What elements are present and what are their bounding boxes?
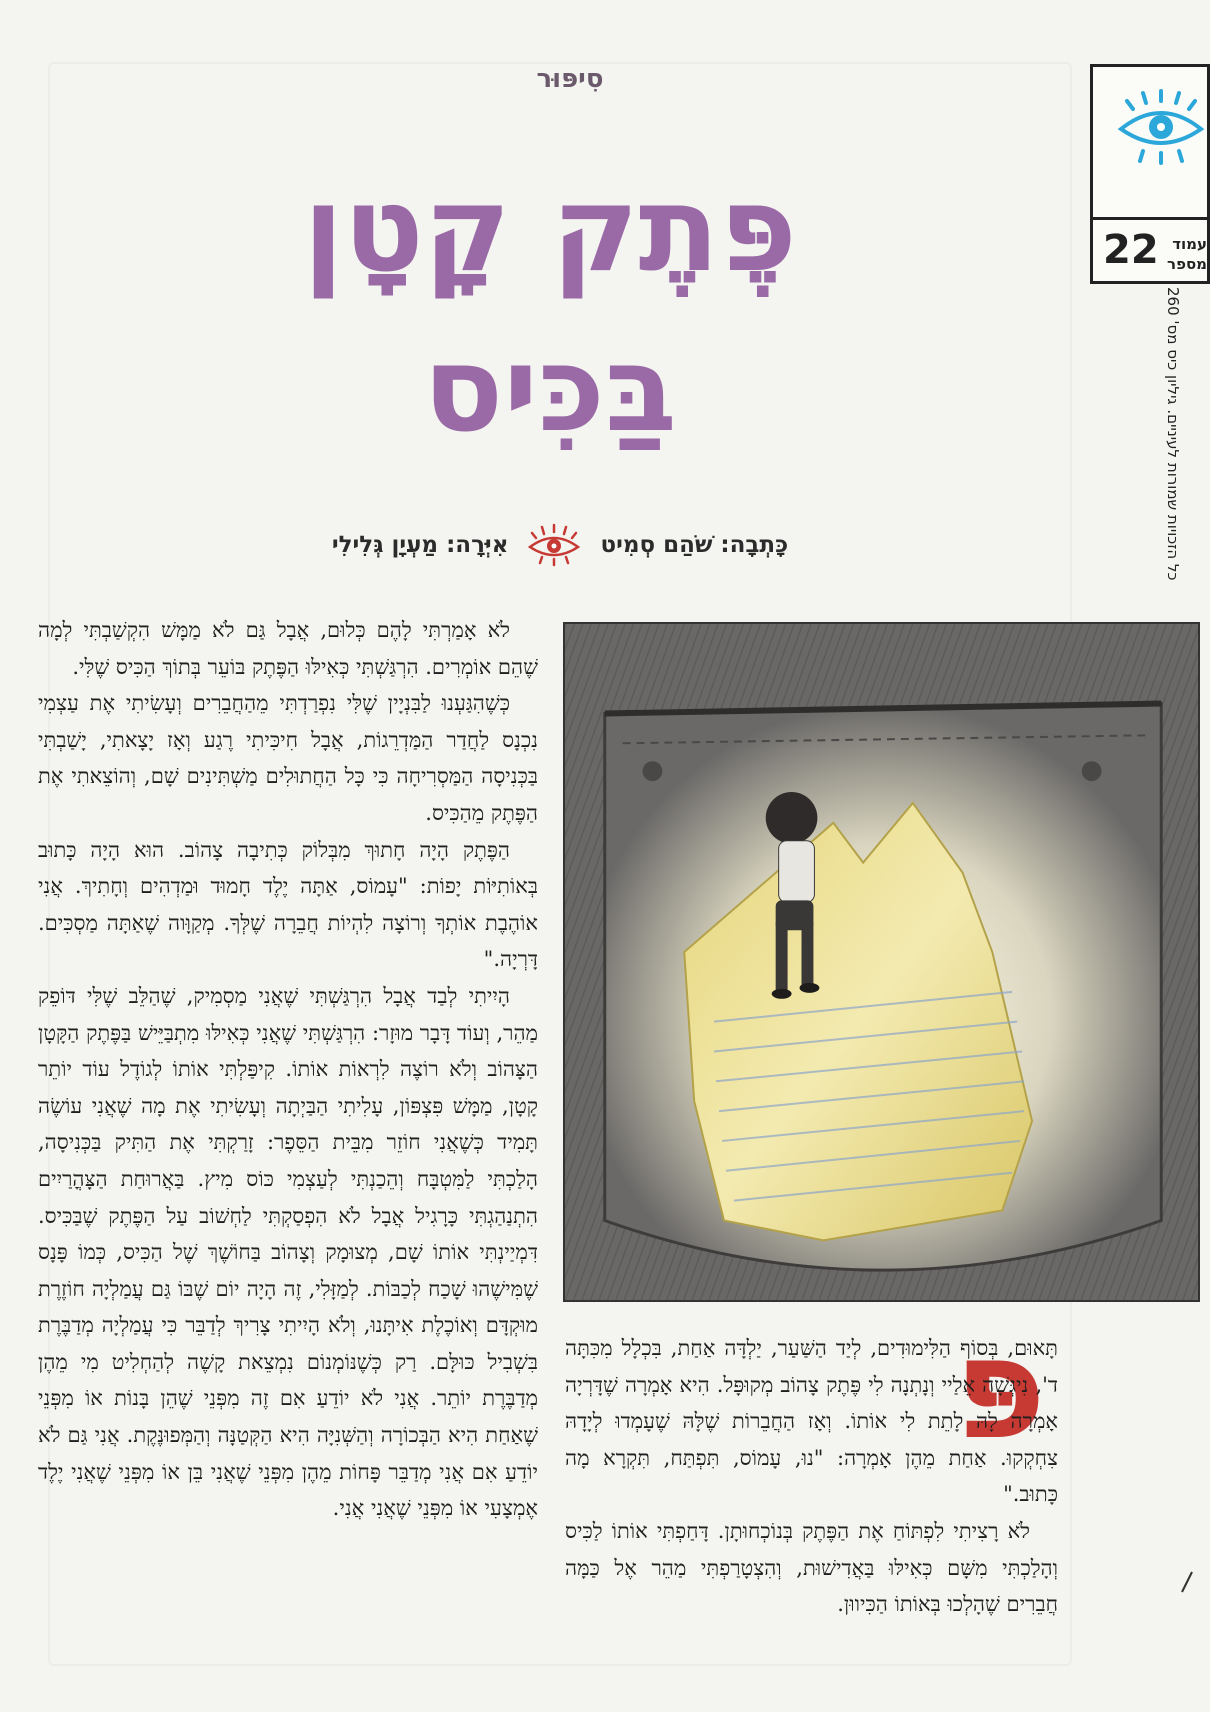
paragraph: תָּאוּם, בְּסוֹף הַלִּימוּדִים, לְיַד הַשַּׁעַר, יַלְדָּה אַחַת, בִּכְלָל מִכִּתָּה ד', נִיגְּשָׁה אֵלַיי וְנָתְנָה לִי פֶּתֶק צָהוֹב מְקוּפָּל. הִיא אָמְרָה שֶׁדָּרְיָה אָמְרָה לָהּ לָתֵת לִי אוֹתוֹ. וְאָז הַחֲבֵרוֹת שֶׁלָּהּ שֶׁעָמְדוּ לְיָדָהּ צִחְקְקוּ. אַחַת מֵהֶן אָמְרָה: "נוּ, עָמוֹס, תִּפְתַּח, תִּקְרָא מָה כָּתוּב." xyxy=(565,1336,1058,1507)
badge-divider xyxy=(1093,217,1207,220)
illustrator-credit: אִיְּרָה: מַעְיָן גְּלִילִי xyxy=(331,532,509,558)
story-column-left xyxy=(38,612,538,1652)
page-badge xyxy=(1090,64,1210,284)
page-number: 22 xyxy=(1103,227,1159,273)
drop-cap: פּ xyxy=(953,1308,1047,1471)
story-title-line-2: בַּכִּיס xyxy=(423,320,677,458)
story-illustration xyxy=(563,622,1200,1302)
eye-icon xyxy=(1113,87,1209,167)
section-label: סִיפּוּר xyxy=(536,64,604,94)
paragraph: לֹא אָמַרְתִּי לָהֶם כְּלוּם, אֲבָל גַּם לֹא מַמָּשׁ הִקְשַׁבְתִּי לְמָה שֶׁהֵם אוֹמְרִים. הִרְגַּשְׁתִּי כְּאִילּוּ הַפֶּתֶק בּוֹעֵר בְּתוֹךְ הַכִּיס שֶׁלִּי. xyxy=(38,618,538,679)
paragraph: כְּשֶׁהִגַּעְנוּ לַבִּנְיָין שֶׁלִּי נִפְרַדְתִּי מֵהַחֲבֵרִים וְעָשִׂיתִי אֶת עַצְמִי נִכְנָס לַחֲדַר הַמַּדְרֵגוֹת, אֲבָל חִיכִּיתִי רֶגַע וְאָז יָצָאתִי, יָשַׁבְתִּי בַּכְּנִיסָה הַמַּסְרִיחָה כִּי כָּל הַחֲתוּלִים מַשְׁתִּינִים שָׁם, וְהוֹצֵאתִי אֶת הַפֶּתֶק מֵהַכִּיס. xyxy=(38,691,538,825)
margin-pen-mark xyxy=(1180,1570,1194,1594)
paragraph: הָיִיתִי לְבַד אֲבָל הִרְגַּשְׁתִּי שֶׁאֲנִי מַסְמִיק, שֶׁהַלֵּב שֶׁלִּי דּוֹפֵק מַהֵר, וְעוֹד דָּבָר מוּזָר: הִרְגַּשְׁתִּי שֶׁאֲנִי כְּאִילּוּ מִתְבַּיֵּישׁ בַּפֶּתֶק הַקָּטָן הַצָּהוֹב וְלֹא רוֹצֶה לִרְאוֹת אוֹתוֹ. קִיפַּלְתִּי אוֹתוֹ לְגוֹדֶל עוֹד יוֹתֵר קָטָן, מַמָּשׁ פִּצְפּוֹן, עָלִיתִי הַבַּיְתָה וְעָשִׂיתִי אֶת מָה שֶׁאֲנִי עוֹשֶׂה תָּמִיד כְּשֶׁאֲנִי חוֹזֵר מִבֵּית הַסֵּפֶר: זָרַקְתִּי אֶת הַתִּיק בַּכְּנִיסָה, הָלַכְתִּי לַמִּטְבָּח וְהֵכַנְתִּי לְעַצְמִי כּוֹס מִיץ. בַּאֲרוּחַת הַצָּהֳרַיִים הִתְנַהַגְתִּי כָּרָגִיל אֲבָל לֹא הִפְסַקְתִּי לַחְשׁוֹב עַל הַפֶּתֶק שֶׁבַּכִּיס. דִּמְיַינְתִּי אוֹתוֹ שָׁם, מְצוּמָק וְצָהוֹב בַּחוֹשֶׁךְ שֶׁל הַכִּיס, כְּמוֹ פָּנָס שֶׁמִּישֶׁהוּ שָׁכַח לְכַבּוֹת. לְמַזָּלִי, זֶה הָיָה יוֹם שֶׁבּוֹ גַּם עֲמַלְיָה חוֹזֶרֶת מוּקְדָּם וְאוֹכֶלֶת אִיתָּנוּ, וְלֹא הָיִיתִי צָרִיךְ לְדַבֵּר כִּי עֲמַלְיָה מְדַבֶּרֶת בִּשְׁבִיל כּוּלָּם. רַק כְּשֶׁנּוֹמְנוֹם נִמְצֵאת קָשֶׁה לְהַחְלִיט מִי מֵהֶן מְדַבֶּרֶת יוֹתֵר. אֲנִי לֹא יוֹדֵעַ אִם זֶה מִפְּנֵי שֶׁהֵן בָּנוֹת אוֹ מִפְּנֵי שֶׁאַחַת הִיא הַבְּכוֹרָה וְהַשְּׁנִיָּה הִיא הַקְּטַנָּה וְהַמְּפוּנֶּקֶת. אֲנִי גַּם לֹא יוֹדֵעַ אִם אֲנִי מְדַבֵּר פָּחוֹת מֵהֶן מִפְּנֵי שֶׁאֲנִי בֵּן אוֹ מִפְּנֵי שֶׁאֲנִי יֶלֶד אֶמְצָעִי אוֹ מִפְּנֵי שֶׁאֲנִי אֲנִי. xyxy=(38,983,538,1521)
badge-side-text xyxy=(1167,235,1207,274)
writer-credit: כָּתְבָה: שֹׁהַם סְמִיט xyxy=(600,532,789,558)
pocket-illustration-svg xyxy=(565,624,1198,1300)
paragraph: הַפֶּתֶק הָיָה חָתוּךְ מִבְּלוֹק כְּתִיבָה צָהוֹב. הוּא הָיָה כָּתוּב בְּאוֹתִיּוֹת יָפוֹת: "עָמוֹס, אַתָּה יֶלֶד חָמוּד וּמַדְהִים וְחָתִיךְ. אֲנִי אוֹהֶבֶת אוֹתְךָ וְרוֹצָה לִהְיוֹת חֲבֵרָה שֶׁלְּךָ. מְקַוָּוה שֶׁאַתָּה מַסְכִּים. דָּרְיָה." xyxy=(38,837,538,972)
eye-icon xyxy=(522,523,586,567)
badge-side-line-2: מספר xyxy=(1167,254,1207,273)
story-title-line-1: פֶּתֶק קָטָן xyxy=(303,160,797,298)
paragraph: לֹא רָצִיתִי לִפְתּוֹחַ אֶת הַפֶּתֶק בְּנוֹכְחוּתָן. דָּחַפְתִּי אוֹתוֹ לַכִּיס וְהָלַכְתִּי מִשָּׁם כְּאִילּוּ בַּאֲדִישׁוּת, וְהִצְטָרַפְתִּי מַהֵר אֶל כַּמָּה חֲבֵרִים שֶׁהָלְכוּ בְּאוֹתוֹ הַכִּיווּן. xyxy=(565,1518,1058,1617)
badge-side-line-1: עמוד xyxy=(1172,235,1207,253)
credits-row xyxy=(290,520,830,570)
story-column-right xyxy=(565,1330,1058,1630)
copyright-notice: כל הזכויות שמורות לעיניים. גיליון כיס מס' 260 xyxy=(1164,286,1182,580)
